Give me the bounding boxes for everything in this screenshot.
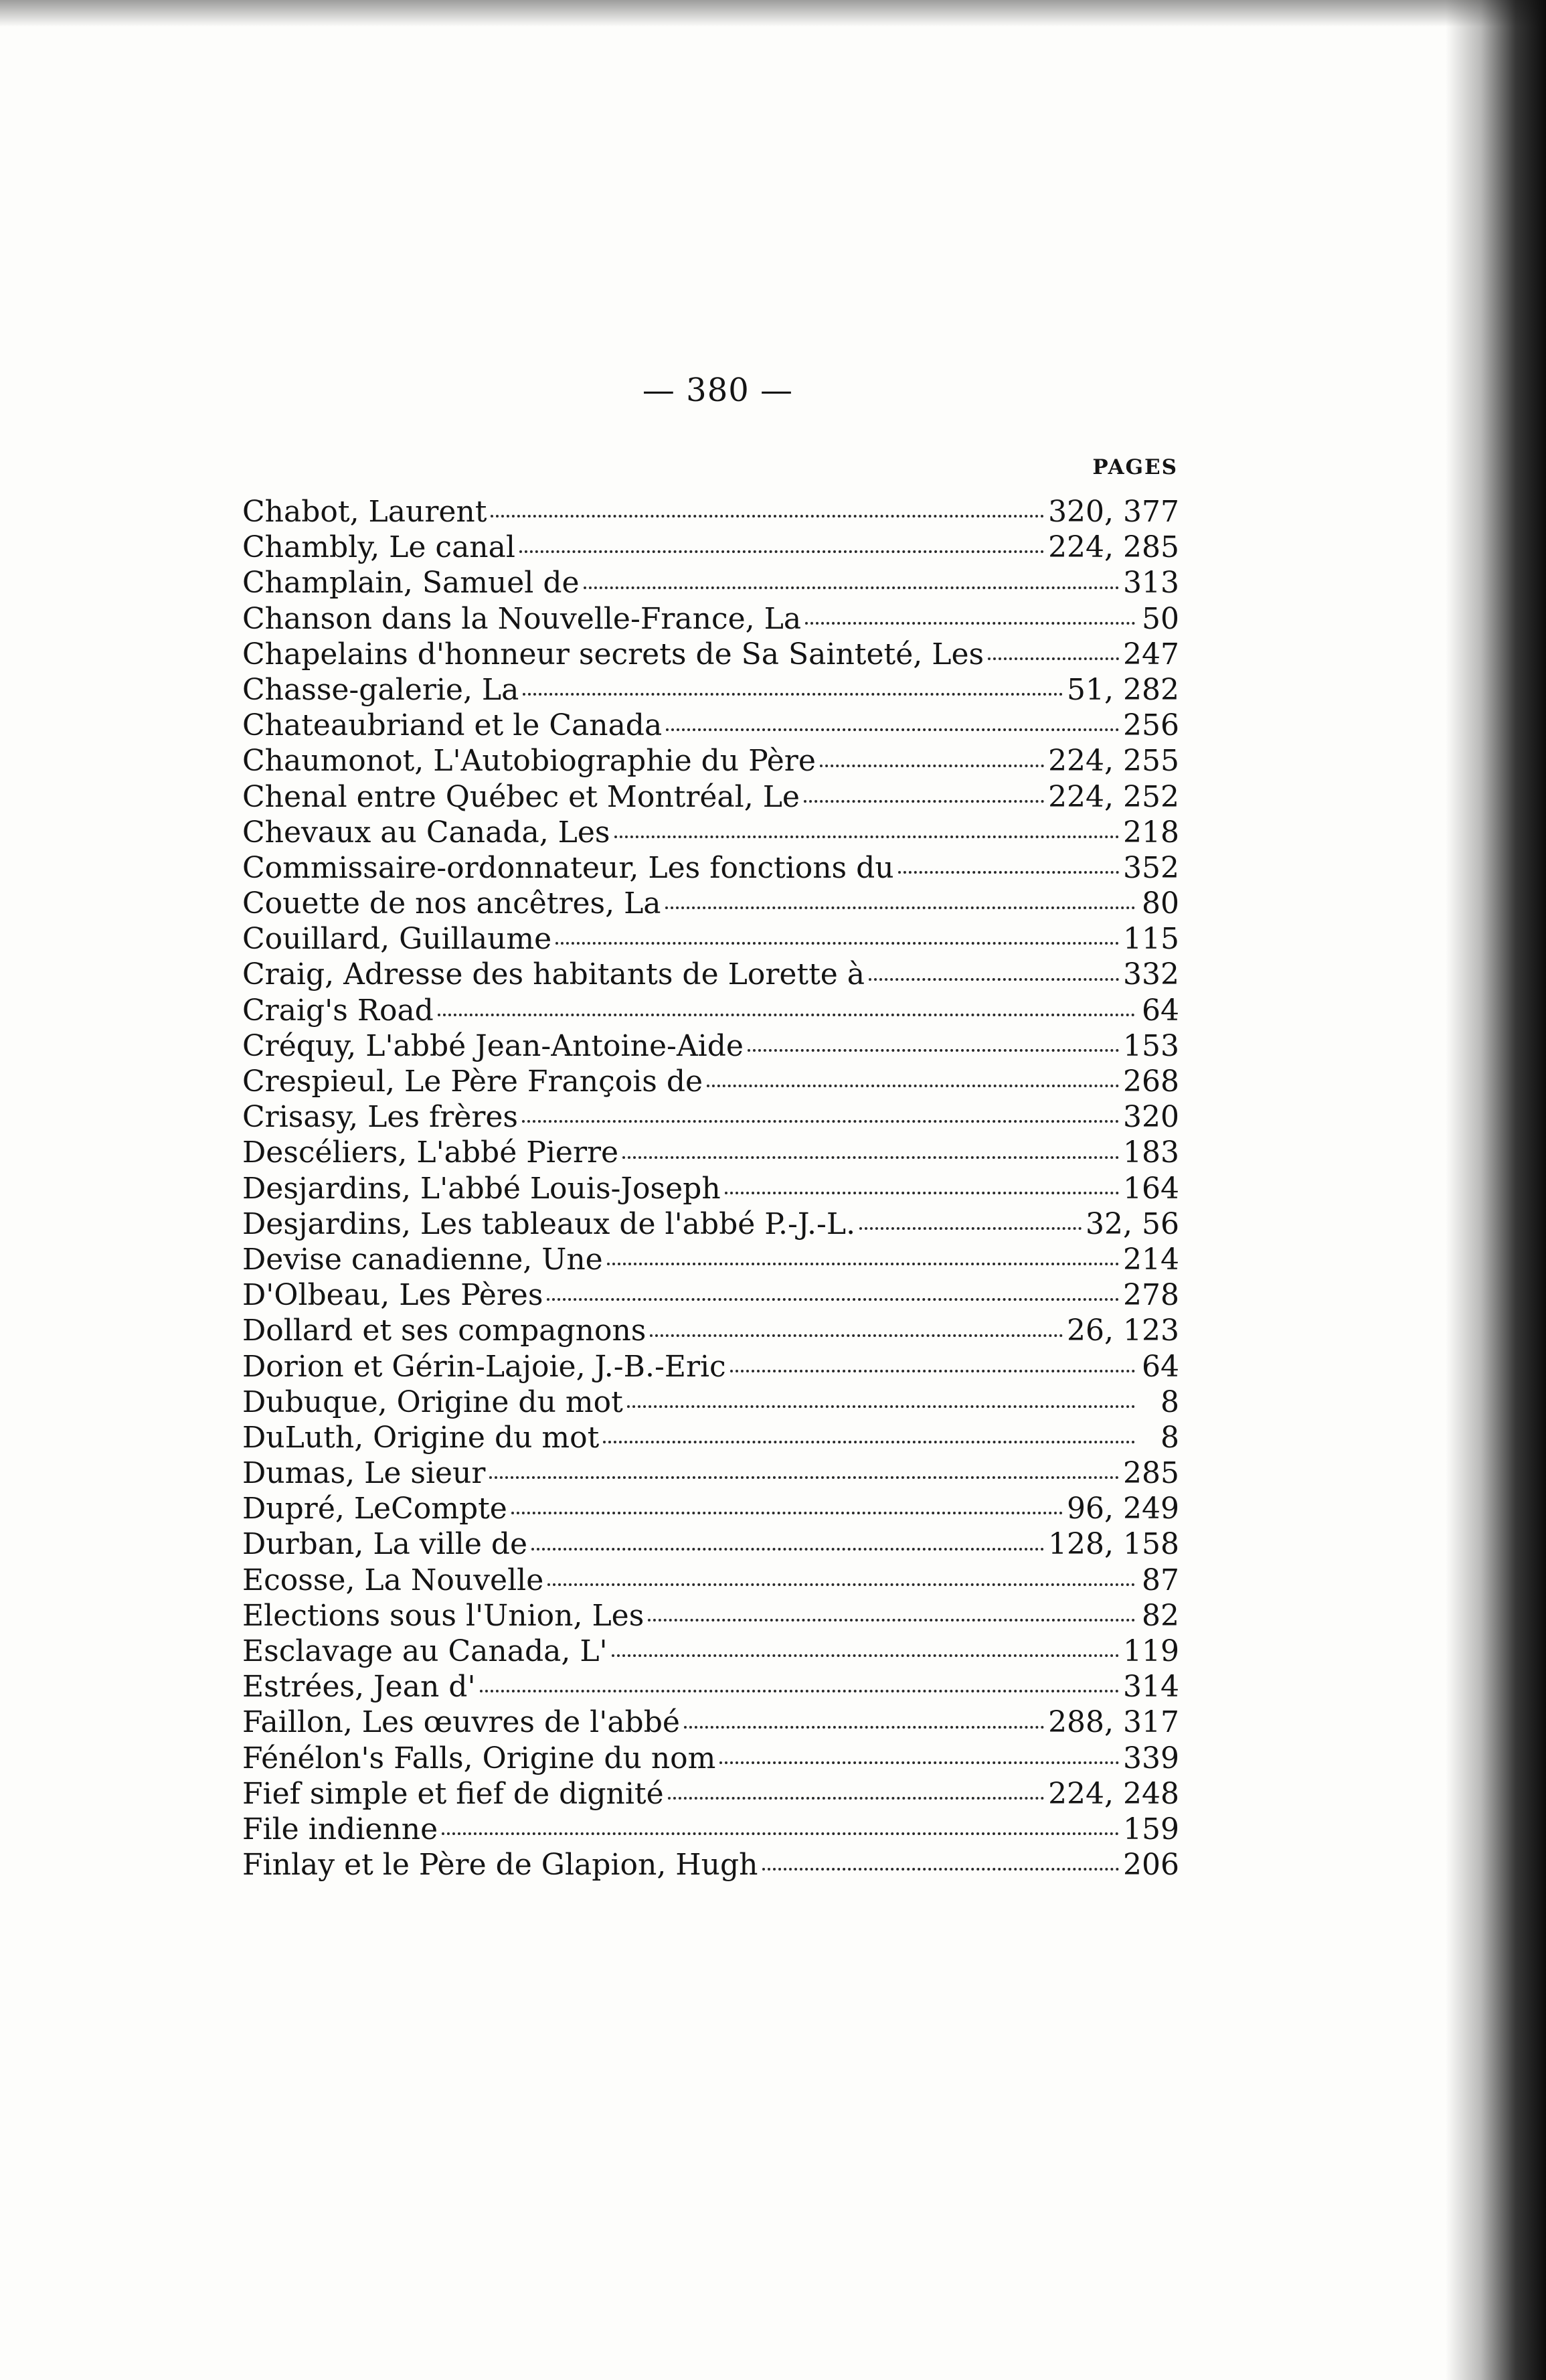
index-entry-term: Chabot, Laurent (242, 495, 487, 529)
index-entry-pages: 224, 255 (1048, 744, 1179, 779)
index-entry (242, 530, 1179, 565)
index-entry-term: Elections sous l'Union, Les (242, 1598, 645, 1633)
index-entry-term: Chateaubriand et le Canada (242, 708, 663, 743)
index-entry-term: Desjardins, Les tableaux de l'abbé P.-J.-L. (242, 1206, 856, 1241)
index-entry-term: Champlain, Samuel de (242, 566, 580, 601)
index-entry (242, 637, 1179, 672)
index-entry (242, 993, 1179, 1028)
index-entry-pages: 8 (1161, 1384, 1179, 1419)
index-entry (242, 1634, 1179, 1669)
index-entry-pages: 64 (1142, 1349, 1179, 1384)
index-entry-term: Ecosse, La Nouvelle (242, 1563, 544, 1597)
index-entry-term: Dumas, Le sieur (242, 1456, 486, 1491)
dot-leader (869, 978, 1119, 981)
dot-leader (988, 657, 1119, 660)
index-entry (242, 1277, 1179, 1313)
index-entry-term: Crisasy, Les frères (242, 1100, 518, 1135)
index-entry-pages: 314 (1123, 1670, 1179, 1704)
dot-leader (491, 515, 1044, 518)
index-entry-pages: 313 (1123, 566, 1179, 601)
index-entry-pages: 268 (1123, 1064, 1179, 1099)
index-entry-pages: 320 (1123, 1100, 1179, 1135)
index-entry (242, 1847, 1179, 1883)
index-entry (242, 850, 1179, 886)
index-entry-pages: 159 (1123, 1812, 1179, 1846)
index-entry (242, 565, 1179, 601)
index-entry-term: Craig, Adresse des habitants de Lorette à (242, 957, 865, 992)
pages-column-header: PAGES (1092, 455, 1178, 479)
dot-leader (531, 1548, 1044, 1551)
index-entry (242, 1135, 1179, 1170)
index-entry-term: Crespieul, Le Père François de (242, 1064, 703, 1099)
index-entry-term: Chanson dans la Nouvelle-France, La (242, 601, 802, 636)
index-entry-pages: 128, 158 (1048, 1527, 1179, 1562)
index-entry-pages: 119 (1123, 1634, 1179, 1668)
index-entry-term: Couette de nos ancêtres, La (242, 886, 661, 921)
index-entry-pages: 247 (1123, 637, 1179, 671)
index-entry-term: Fénélon's Falls, Origine du nom (242, 1741, 716, 1775)
dot-leader (603, 1441, 1135, 1443)
index-entry-pages: 214 (1123, 1242, 1179, 1277)
index-entry-term: Chapelains d'honneur secrets de Sa Sainteté, Les (242, 637, 984, 671)
index-entry-term: Chambly, Le canal (242, 530, 515, 565)
dot-leader (648, 1619, 1135, 1621)
index-entry (242, 1455, 1179, 1491)
index-entry (242, 1206, 1179, 1242)
dot-leader (725, 1192, 1119, 1194)
index-entry-term: Devise canadienne, Une (242, 1242, 603, 1277)
dot-leader (511, 1512, 1063, 1514)
dot-leader (614, 836, 1120, 838)
dot-leader (804, 800, 1044, 803)
index-entry-pages: 352 (1123, 850, 1179, 885)
index-entry (242, 1028, 1179, 1064)
index-entry-pages: 183 (1123, 1135, 1179, 1170)
dot-leader (627, 1405, 1135, 1408)
index-entry (242, 1420, 1179, 1455)
index-entry-term: Commissaire-ordonnateur, Les fonctions du (242, 850, 894, 885)
index-entry (242, 1741, 1179, 1776)
index-entry-pages: 153 (1123, 1028, 1179, 1063)
index-entry-pages: 332 (1123, 957, 1179, 992)
index-entry (242, 779, 1179, 815)
dot-leader (666, 728, 1119, 731)
index-entry-pages: 51, 282 (1067, 672, 1179, 707)
index-entry-term: Chaumonot, L'Autobiographie du Père (242, 744, 816, 779)
index-entry (242, 601, 1179, 637)
index-entry (242, 494, 1179, 530)
index-entry (242, 672, 1179, 708)
index-entry-pages: 224, 285 (1048, 530, 1179, 565)
index-list (242, 494, 1179, 1883)
index-entry-pages: 87 (1142, 1563, 1179, 1597)
index-entry-pages: 96, 249 (1067, 1492, 1179, 1526)
dot-leader (762, 1868, 1120, 1871)
index-entry-pages: 224, 252 (1048, 779, 1179, 814)
dot-leader (480, 1690, 1119, 1692)
index-entry-pages: 115 (1123, 922, 1179, 957)
index-entry-pages: 32, 56 (1086, 1206, 1179, 1241)
index-entry-pages: 339 (1123, 1741, 1179, 1775)
dot-leader (519, 550, 1044, 553)
dot-leader (859, 1227, 1082, 1230)
index-entry-term: Dorion et Gérin-Lajoie, J.-B.-Eric (242, 1349, 726, 1384)
index-entry (242, 886, 1179, 921)
page-number: — 380 — (642, 372, 794, 409)
index-entry-term: File indienne (242, 1812, 438, 1846)
index-entry-term: DuLuth, Origine du mot (242, 1420, 600, 1455)
dot-leader (665, 906, 1135, 909)
index-entry (242, 1669, 1179, 1704)
index-entry-term: Dupré, LeCompte (242, 1492, 507, 1526)
dot-leader (730, 1370, 1135, 1372)
index-entry (242, 1598, 1179, 1634)
index-entry (242, 1563, 1179, 1598)
index-entry (242, 921, 1179, 957)
index-entry (242, 957, 1179, 992)
index-entry-pages: 218 (1123, 815, 1179, 850)
index-entry-term: Esclavage au Canada, L' (242, 1634, 608, 1668)
index-entry-pages: 80 (1142, 886, 1179, 921)
index-entry (242, 1491, 1179, 1526)
index-entry-pages: 64 (1142, 993, 1179, 1028)
index-entry-pages: 320, 377 (1048, 495, 1179, 529)
index-entry (242, 1526, 1179, 1562)
index-entry (242, 1313, 1179, 1348)
index-entry (242, 1776, 1179, 1812)
index-entry-term: Couillard, Guillaume (242, 922, 552, 957)
dot-leader (612, 1654, 1119, 1657)
dot-leader (898, 871, 1119, 874)
dot-leader (668, 1797, 1044, 1800)
dot-leader (684, 1726, 1044, 1729)
index-entry-term: Dubuque, Origine du mot (242, 1384, 623, 1419)
index-entry-pages: 82 (1142, 1598, 1179, 1633)
dot-leader (707, 1085, 1119, 1087)
index-entry-pages: 224, 248 (1048, 1776, 1179, 1811)
index-entry-term: Descéliers, L'abbé Pierre (242, 1135, 619, 1170)
index-entry (242, 1812, 1179, 1847)
dot-leader (438, 1014, 1135, 1016)
dot-leader (523, 693, 1063, 696)
index-entry-term: Dollard et ses compagnons (242, 1314, 647, 1348)
index-entry (242, 1099, 1179, 1135)
index-entry (242, 1704, 1179, 1740)
index-entry (242, 1064, 1179, 1099)
index-entry-term: Estrées, Jean d' (242, 1670, 476, 1704)
index-entry (242, 815, 1179, 850)
index-entry-term: Chenal entre Québec et Montréal, Le (242, 779, 800, 814)
dot-leader (622, 1156, 1119, 1159)
dot-leader (820, 765, 1044, 767)
index-entry (242, 743, 1179, 779)
index-entry-term: Créquy, L'abbé Jean-Antoine-Aide (242, 1028, 744, 1063)
dot-leader (442, 1832, 1119, 1835)
dot-leader (547, 1583, 1135, 1586)
dot-leader (719, 1761, 1119, 1764)
index-entry-pages: 8 (1161, 1420, 1179, 1455)
index-entry-term: Finlay et le Père de Glapion, Hugh (242, 1848, 758, 1883)
dot-leader (555, 942, 1119, 945)
index-entry-pages: 50 (1142, 601, 1179, 636)
index-entry-term: Chevaux au Canada, Les (242, 815, 610, 850)
index-entry-pages: 26, 123 (1067, 1314, 1179, 1348)
index-entry-term: Faillon, Les œuvres de l'abbé (242, 1705, 680, 1740)
index-entry-term: Desjardins, L'abbé Louis-Joseph (242, 1171, 721, 1206)
dot-leader (489, 1476, 1119, 1479)
index-entry-term: Craig's Road (242, 993, 434, 1028)
index-entry-pages: 256 (1123, 708, 1179, 743)
index-entry-term: D'Olbeau, Les Pères (242, 1278, 543, 1313)
index-entry (242, 708, 1179, 743)
dot-leader (748, 1049, 1119, 1052)
index-entry-term: Durban, La ville de (242, 1527, 528, 1562)
scan-edge-top (0, 0, 1546, 27)
scan-edge-right (1446, 0, 1546, 2380)
index-entry (242, 1171, 1179, 1206)
index-entry-term: Chasse-galerie, La (242, 672, 519, 707)
index-entry (242, 1349, 1179, 1384)
dot-leader (805, 622, 1135, 625)
index-entry-pages: 206 (1123, 1848, 1179, 1883)
index-entry (242, 1242, 1179, 1277)
dot-leader (650, 1334, 1063, 1337)
index-entry-pages: 288, 317 (1048, 1705, 1179, 1740)
index-entry-pages: 278 (1123, 1278, 1179, 1313)
dot-leader (607, 1263, 1119, 1265)
dot-leader (584, 586, 1119, 589)
dot-leader (522, 1120, 1119, 1123)
index-entry (242, 1384, 1179, 1420)
index-entry-pages: 164 (1123, 1171, 1179, 1206)
index-entry-term: Fief simple et fief de dignité (242, 1776, 664, 1811)
dot-leader (547, 1298, 1119, 1301)
index-entry-pages: 285 (1123, 1456, 1179, 1491)
